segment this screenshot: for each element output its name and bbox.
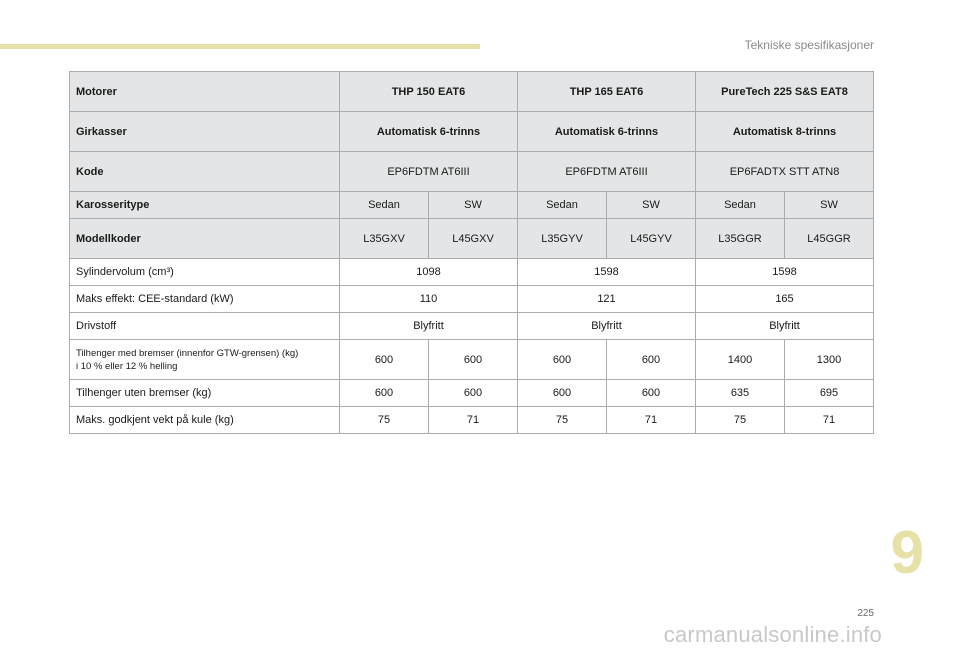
table-cell: 165: [696, 286, 874, 313]
table-row: [70, 340, 874, 380]
table-cell: L35GYV: [518, 219, 607, 259]
table-cell: 75: [340, 407, 429, 434]
table-cell: 1300: [785, 340, 874, 380]
table-row: [70, 313, 874, 340]
table-cell: EP6FDTM AT6III: [518, 152, 696, 192]
table-cell: Automatisk 6-trinns: [340, 112, 518, 152]
table-cell: 635: [696, 380, 785, 407]
table-cell: 71: [429, 407, 518, 434]
chapter-number: 9: [890, 519, 924, 586]
table-row: [70, 259, 874, 286]
table-header-row: [70, 152, 874, 192]
table-cell: 600: [607, 380, 696, 407]
row-label: Modellkoder: [70, 219, 340, 259]
table-cell: L45GGR: [785, 219, 874, 259]
table-cell: 600: [607, 340, 696, 380]
table-header-row: [70, 112, 874, 152]
table-cell: Automatisk 6-trinns: [518, 112, 696, 152]
row-label: [70, 340, 340, 380]
table-cell: 71: [607, 407, 696, 434]
row-label-line: i 10 % eller 12 % helling: [76, 360, 178, 372]
page-number: 225: [857, 608, 874, 619]
table-cell: 1598: [696, 259, 874, 286]
row-label: Girkasser: [70, 112, 340, 152]
row-label: Maks. godkjent vekt på kule (kg): [70, 407, 340, 434]
table-cell: EP6FDTM AT6III: [340, 152, 518, 192]
table-header-row: [70, 219, 874, 259]
row-label: Tilhenger uten bremser (kg): [70, 380, 340, 407]
table-cell: PureTech 225 S&S EAT8: [696, 72, 874, 112]
table-cell: SW: [607, 192, 696, 219]
table-cell: Automatisk 8-trinns: [696, 112, 874, 152]
table-cell: 110: [340, 286, 518, 313]
table-cell: 75: [696, 407, 785, 434]
table-cell: SW: [429, 192, 518, 219]
row-label: Maks effekt: CEE-standard (kW): [70, 286, 340, 313]
table-cell: 600: [340, 380, 429, 407]
table-cell: 71: [785, 407, 874, 434]
row-label-line: Tilhenger med bremser (innenfor GTW-grensen) (kg): [76, 347, 299, 359]
table-cell: Blyfritt: [518, 313, 696, 340]
table-cell: 695: [785, 380, 874, 407]
row-label: Motorer: [70, 72, 340, 112]
table-cell: 600: [340, 340, 429, 380]
watermark: carmanualsonline.info: [663, 622, 882, 647]
table-cell: 600: [518, 340, 607, 380]
table-cell: L45GYV: [607, 219, 696, 259]
table-cell: THP 150 EAT6: [340, 72, 518, 112]
table-row: [70, 380, 874, 407]
table-cell: Sedan: [340, 192, 429, 219]
table-cell: THP 165 EAT6: [518, 72, 696, 112]
table-cell: L35GXV: [340, 219, 429, 259]
table-cell: 121: [518, 286, 696, 313]
table-cell: 600: [429, 340, 518, 380]
table-header-row: [70, 72, 874, 112]
table-cell: 75: [518, 407, 607, 434]
table-cell: Blyfritt: [696, 313, 874, 340]
table-row: [70, 286, 874, 313]
table-cell: L35GGR: [696, 219, 785, 259]
header-accent-bar: [0, 44, 480, 49]
table-cell: EP6FADTX STT ATN8: [696, 152, 874, 192]
table-cell: 1400: [696, 340, 785, 380]
table-cell: 600: [429, 380, 518, 407]
row-label: Sylindervolum (cm³): [70, 259, 340, 286]
table-cell: 1098: [340, 259, 518, 286]
table-cell: SW: [785, 192, 874, 219]
row-label: Drivstoff: [70, 313, 340, 340]
specifications-table: [69, 71, 874, 434]
table-cell: Sedan: [696, 192, 785, 219]
table-cell: L45GXV: [429, 219, 518, 259]
table-header-row: [70, 192, 874, 219]
row-label: Karosseritype: [70, 192, 340, 219]
table-row: [70, 407, 874, 434]
table-cell: Sedan: [518, 192, 607, 219]
table-cell: 600: [518, 380, 607, 407]
row-label: Kode: [70, 152, 340, 192]
table-cell: Blyfritt: [340, 313, 518, 340]
table-cell: 1598: [518, 259, 696, 286]
section-title: Tekniske spesifikasjoner: [744, 38, 874, 52]
